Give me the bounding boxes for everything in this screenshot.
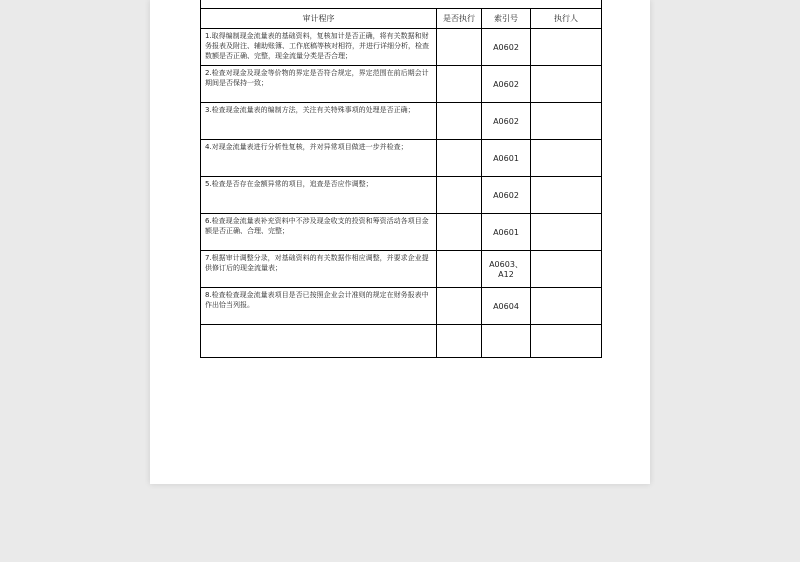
executor-cell[interactable] [531, 214, 602, 251]
executor-cell[interactable] [531, 66, 602, 103]
procedure-cell: 1.取得编制现金流量表的基础资料，复核加计是否正确，将有关数据和财务报表及附注、辅助账簿、工作底稿等核对相符，并进行详细分析，检查数额是否正确、完整，现金流量分类是否合理； [201, 29, 437, 66]
executor-cell[interactable] [531, 29, 602, 66]
index-cell: A0603、A12 [482, 251, 531, 288]
executor-cell[interactable] [531, 288, 602, 325]
executor-cell[interactable] [531, 177, 602, 214]
procedure-cell: 7.根据审计调整分录，对基础资料的有关数据作相应调整，并要求企业提供修订后的现金流量表； [201, 251, 437, 288]
table-row [201, 177, 602, 214]
executed-cell[interactable] [437, 251, 482, 288]
index-cell: A0602 [482, 29, 531, 66]
executor-cell[interactable] [531, 140, 602, 177]
header-index: 索引号 [482, 9, 531, 29]
index-cell: A0601 [482, 214, 531, 251]
procedure-cell: 5.检查是否存在金额异常的项目，追查是否应作调整； [201, 177, 437, 214]
executed-cell[interactable] [437, 214, 482, 251]
header-executor: 执行人 [531, 9, 602, 29]
index-cell: A0602 [482, 103, 531, 140]
table-row [201, 140, 602, 177]
table-row-empty [201, 325, 602, 358]
executed-cell[interactable] [437, 103, 482, 140]
executed-cell[interactable] [437, 66, 482, 103]
procedure-cell[interactable] [201, 325, 437, 358]
index-cell[interactable] [482, 325, 531, 358]
executor-cell[interactable] [531, 251, 602, 288]
procedure-cell: 4.对现金流量表进行分析性复核，并对异常项目做进一步并检查； [201, 140, 437, 177]
index-cell: A0602 [482, 177, 531, 214]
executed-cell[interactable] [437, 140, 482, 177]
table-row [201, 251, 602, 288]
procedure-cell: 3.检查现金流量表的编制方法，关注有关特殊事项的处理是否正确； [201, 103, 437, 140]
table-row [201, 288, 602, 325]
table-top-row [201, 0, 602, 9]
table-row [201, 29, 602, 66]
index-cell: A0602 [482, 66, 531, 103]
header-executed: 是否执行 [437, 9, 482, 29]
table-row [201, 103, 602, 140]
executed-cell[interactable] [437, 325, 482, 358]
executor-cell[interactable] [531, 103, 602, 140]
procedure-cell: 6.检查现金流量表补充资料中不涉及现金收支的投资和筹资活动各项目金额是否正确、合理、完整； [201, 214, 437, 251]
executed-cell[interactable] [437, 29, 482, 66]
executed-cell[interactable] [437, 177, 482, 214]
table-row [201, 66, 602, 103]
index-cell: A0601 [482, 140, 531, 177]
executor-cell[interactable] [531, 325, 602, 358]
table-row [201, 214, 602, 251]
table-header-row [201, 9, 602, 29]
executed-cell[interactable] [437, 288, 482, 325]
procedure-cell: 2.检查对现金及现金等价物的界定是否符合规定，界定范围在前后期会计期间是否保持一致； [201, 66, 437, 103]
audit-procedure-table [200, 0, 602, 358]
header-procedure: 审计程序 [201, 9, 437, 29]
index-cell: A0604 [482, 288, 531, 325]
procedure-cell: 8.检查检查现金流量表项目是否已按照企业会计准则的规定在财务报表中作出恰当列报。 [201, 288, 437, 325]
